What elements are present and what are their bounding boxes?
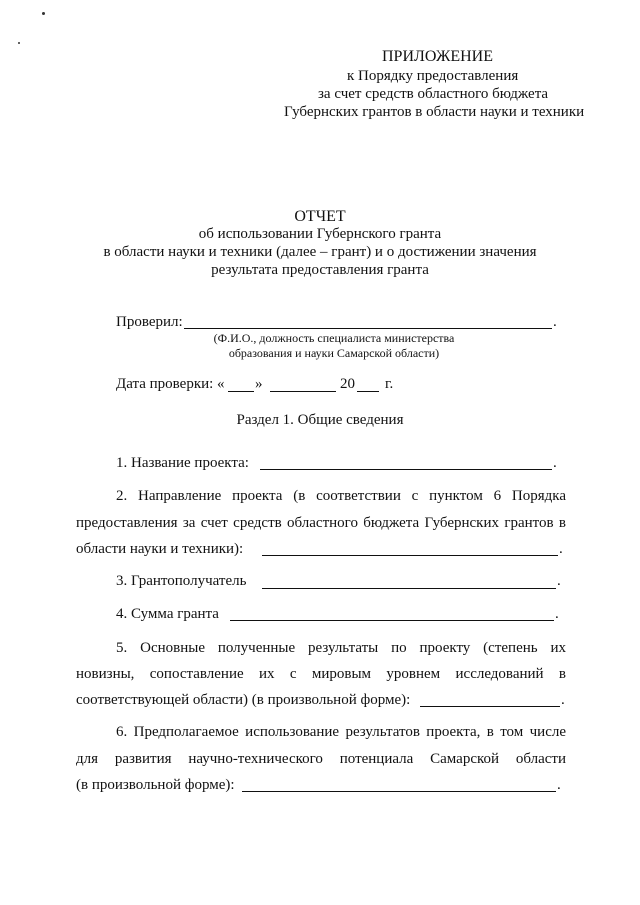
item-2-line-3: области науки и техники): [76,541,244,557]
section-heading: Раздел 1. Общие сведения [236,412,404,428]
scan-speck [42,12,45,15]
checked-note-1: (Ф.И.О., должность специалиста министерства [213,331,455,345]
item-4-period: . [555,606,559,622]
report-subtitle-1: об использовании Губернского гранта [198,226,442,242]
date-year-prefix: 20 [340,376,355,392]
item-3-label: 3. Грантополучатель [116,573,247,589]
date-close-quote: » [255,376,263,392]
item-2-blank-line [262,555,558,556]
report-subtitle-3: результата предоставления гранта [211,262,429,278]
item-4-label: 4. Сумма гранта [116,606,219,622]
item-5-line-1: 5. Основные полученные результаты по проекту (степень их [116,640,566,656]
date-day-line [228,391,254,392]
item-5-period: . [561,692,565,708]
appendix-line-3: Губернских грантов в области науки и техники [284,104,585,120]
appendix-title: ПРИЛОЖЕНИЕ [382,48,494,65]
item-5-line-3: соответствующей области) (в произвольной форме): [76,692,411,708]
date-month-line [270,391,336,392]
item-1-label: 1. Название проекта: [116,455,249,471]
report-title: ОТЧЕТ [294,208,346,225]
report-subtitle-2: в области науки и техники (далее – грант) и о достижении значения [103,244,537,260]
item-3-period: . [557,573,561,589]
item-6-line-1: 6. Предполагаемое использование результатов проекта, в том числе [116,724,566,740]
item-1-blank-line [260,469,552,470]
item-2-line-2: предоставления за счет средств областного бюджета Губернских грантов в [76,515,566,531]
checked-period: . [553,314,557,330]
item-6-blank-line [242,791,556,792]
checked-blank-line [184,328,552,329]
item-2-line-1: 2. Направление проекта (в соответствии с пунктом 6 Порядка [116,488,566,504]
item-6-line-3: (в произвольной форме): [76,777,235,793]
checked-label: Проверил: [116,314,183,330]
checked-note-2: образования и науки Самарской области) [228,346,440,360]
appendix-line-1: к Порядку предоставления [347,68,519,84]
item-2-period: . [559,541,563,557]
item-3-blank-line [262,588,556,589]
item-1-period: . [553,455,557,471]
item-5-blank-line [420,706,560,707]
item-6-period: . [557,777,561,793]
appendix-line-2: за счет средств областного бюджета [318,86,549,102]
date-year-suffix: г. [385,376,394,392]
item-6-line-2: для развития научно-технического потенциала Самарской области [76,751,566,767]
item-5-line-2: новизны, сопоставление их с мировым уровнем исследований в [76,666,566,682]
item-4-blank-line [230,620,554,621]
date-year-line [357,391,379,392]
date-label: Дата проверки: « [116,376,225,392]
scan-speck [18,42,20,44]
